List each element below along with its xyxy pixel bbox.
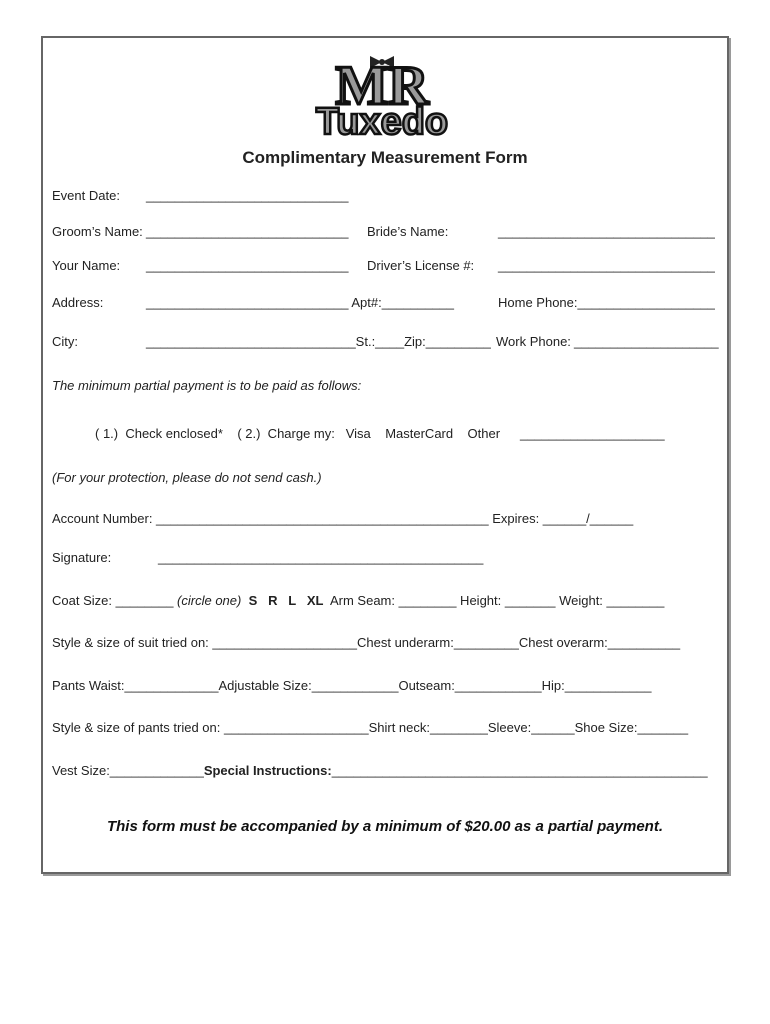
work-phone-label: Work Phone: xyxy=(496,334,571,349)
drivers-license-field[interactable]: ______________________________ xyxy=(498,258,715,273)
suit-tried-field[interactable]: Style & size of suit tried on: ____________________Chest underarm:_________Chest overarm:__________ xyxy=(52,635,681,650)
address-field[interactable]: ____________________________ Apt#:__________ xyxy=(146,295,454,310)
special-instructions-label: Special Instructions: xyxy=(203,763,332,778)
arm-height-weight-fields[interactable]: Arm Seam: ________ Height: _______ Weight: ________ xyxy=(329,593,665,608)
bride-name-field[interactable]: ______________________________ xyxy=(498,224,715,239)
shirt-neck-field[interactable]: ________ xyxy=(430,720,488,735)
special-instructions-field[interactable]: ____________________________________________________ xyxy=(331,763,708,778)
logo-mr-text: MR xyxy=(335,55,429,117)
bride-name-label: Bride’s Name: xyxy=(367,224,449,239)
groom-name-label: Groom’s Name: xyxy=(52,224,143,239)
footer-note: This form must be accompanied by a minimum of $20.00 as a partial payment. xyxy=(106,818,663,835)
sleeve-shoe-field[interactable]: Sleeve:______Shoe Size:_______ xyxy=(487,720,689,735)
address-label: Address: xyxy=(52,295,104,310)
city-st-zip-field[interactable]: _____________________________St.:____Zip:_________ xyxy=(146,334,491,349)
vest-size-field[interactable]: Vest Size:_____________ xyxy=(52,763,204,778)
your-name-field[interactable]: ____________________________ xyxy=(146,258,349,273)
coat-size-row xyxy=(52,593,664,608)
payment-options[interactable]: ( 1.) Check enclosed* ( 2.) Charge my: Visa MasterCard Other xyxy=(95,426,501,441)
logo-tuxedo-text: Tuxedo xyxy=(315,101,449,140)
city-label: City: xyxy=(52,334,78,349)
pants-tried-field[interactable]: Style & size of pants tried on: ____________________Shirt neck: xyxy=(52,720,430,735)
pants-tried-row xyxy=(52,720,688,735)
groom-name-field[interactable]: ____________________________ xyxy=(146,224,349,239)
mr-tuxedo-logo xyxy=(282,44,482,140)
event-date-label: Event Date: xyxy=(52,188,120,203)
pants-measure-field[interactable]: Pants Waist:_____________Adjustable Size:____________Outseam:____________Hip:____________ xyxy=(52,678,652,693)
vest-special-row xyxy=(52,763,708,778)
payment-note: The minimum partial payment is to be paid as follows: xyxy=(52,378,362,393)
coat-size-options[interactable]: S R L XL xyxy=(248,593,324,608)
coat-size-field[interactable]: Coat Size: ________ xyxy=(52,593,178,608)
signature-field[interactable]: _____________________________________________ xyxy=(158,550,484,565)
account-number-field[interactable]: Account Number: ______________________________________________ Expires: ______/______ xyxy=(52,511,634,526)
your-name-label: Your Name: xyxy=(52,258,121,273)
signature-label: Signature: xyxy=(52,550,112,565)
other-payment-field[interactable]: ____________________ xyxy=(520,426,665,441)
protection-note: (For your protection, please do not send cash.) xyxy=(52,470,322,485)
drivers-license-label: Driver’s License #: xyxy=(367,258,475,273)
work-phone-field[interactable]: ____________________ xyxy=(574,334,719,349)
circle-one-note: (circle one) xyxy=(177,593,242,608)
form-title: Complimentary Measurement Form xyxy=(242,148,528,167)
event-date-field[interactable]: ____________________________ xyxy=(146,188,349,203)
home-phone-field[interactable]: Home Phone:___________________ xyxy=(498,295,715,310)
